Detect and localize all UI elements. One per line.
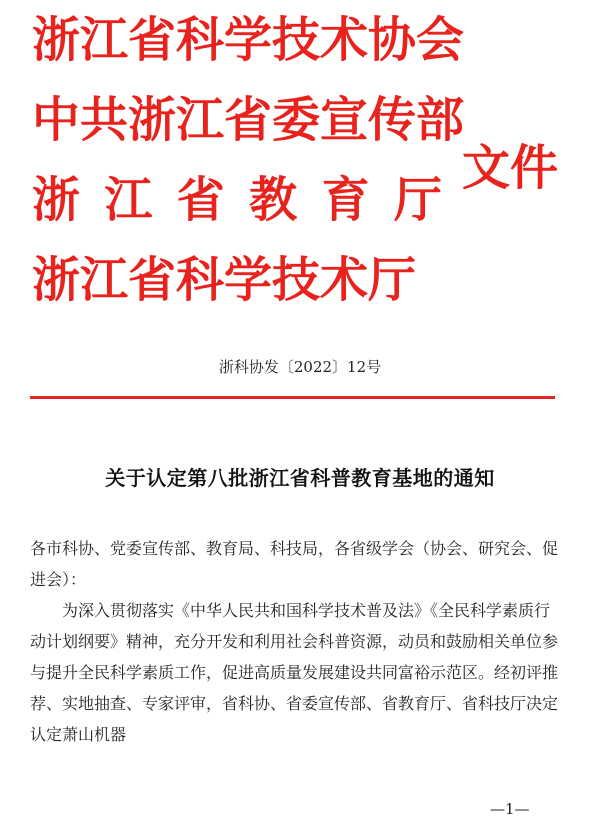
issuer-char: 浙 (32, 172, 81, 228)
document-suffix: 文件 (462, 140, 559, 196)
issuer-char: 育 (321, 172, 370, 228)
issuer-name: 浙江省科学技术厅 (32, 252, 417, 308)
issuer-char: 江 (104, 172, 153, 228)
document-number: 浙科协发〔2022〕12号 (218, 358, 382, 376)
issuer-name: 中共浙江省委宣传部 (32, 92, 465, 148)
addressee: 各市科协、党委宣传部、教育局、科技局，各省级学会（协会、研究会、促进会）： (30, 539, 559, 589)
issuer-name: 浙江省科学技术协会 (32, 12, 465, 68)
issuer-char: 省 (176, 172, 225, 228)
red-divider (30, 396, 555, 399)
issuer-char: 教 (249, 172, 298, 228)
issuer-char: 厅 (393, 172, 442, 228)
issuer-block (32, 0, 465, 320)
document-title: 关于认定第八批浙江省科普教育基地的通知 (105, 466, 495, 490)
page-number: —1— (490, 800, 530, 818)
body-paragraph: 为深入贯彻落实《中华人民共和国科学技术普及法》《全民科学素质行动计划纲要》精神，充分开发和利用社会科普资源，动员和鼓励相关单位参与提升全民科学素质工作，促进高质量发展建设共同富裕示范区。经初评推荐、实地抽查、专家评审，省科协、省委宣传部、省教育厅、省科技厅决定认定萧山机器 (30, 601, 559, 744)
document-body (30, 533, 560, 750)
issuer-name (32, 160, 442, 240)
